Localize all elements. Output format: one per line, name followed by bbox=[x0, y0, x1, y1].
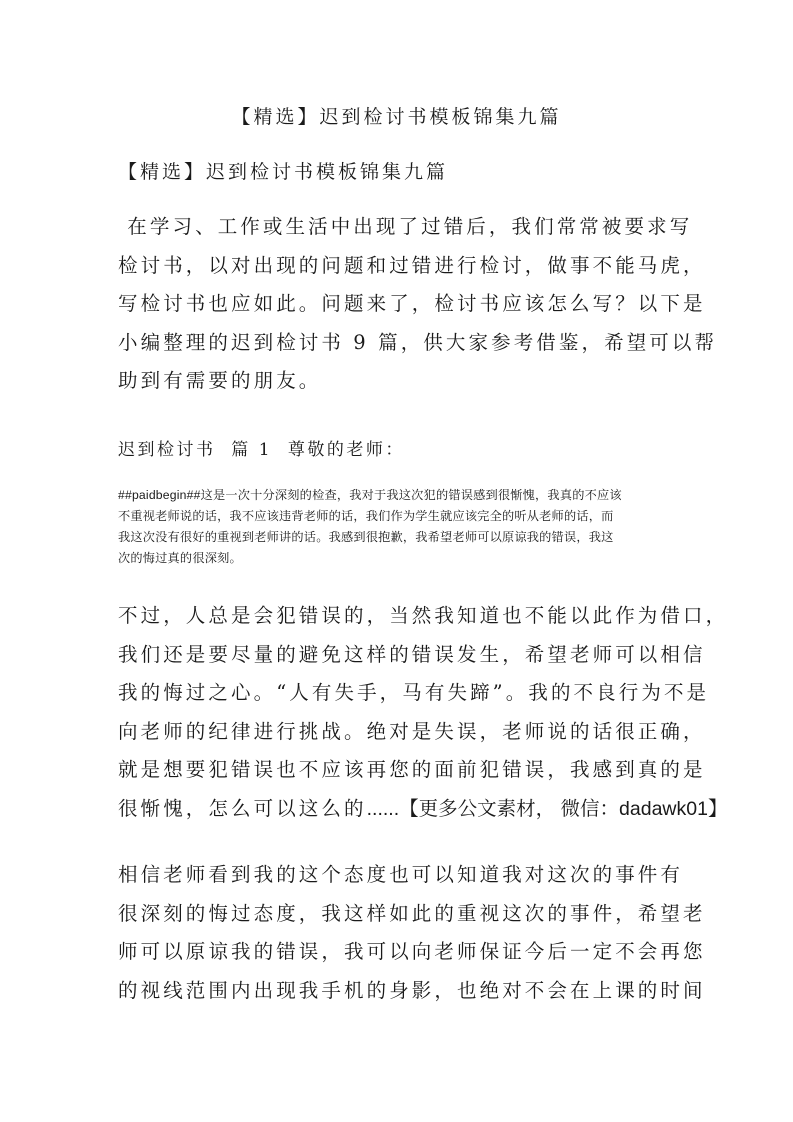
ad-text: 【更多公文素材， 微信：dadawk01】 bbox=[399, 797, 728, 820]
paragraph-line: 的视线范围内出现我手机的身影，也绝对不会在上课的时间 bbox=[118, 978, 706, 1002]
intro-line: 在学习、工作或生活中出现了过错后，我们常常被要求写 bbox=[118, 215, 693, 238]
section-heading: 迟到检讨书 篇 1 尊敬的老师： bbox=[118, 440, 405, 460]
document-subtitle: 【精选】迟到检讨书模板锦集九篇 bbox=[118, 161, 449, 183]
paragraph-line: 向老师的纪律进行挑战。绝对是失误，老师说的话很正确， bbox=[118, 719, 706, 743]
paragraph-3 bbox=[118, 856, 706, 1010]
intro-line: 助到有需要的朋友。 bbox=[118, 369, 322, 392]
intro-line: 写检讨书也应如此。问题来了，检讨书应该怎么写？以下是 bbox=[118, 292, 706, 315]
paragraph-line: 不过，人总是会犯错误的，当然我知道也不能以此作为借口， bbox=[118, 604, 729, 627]
paragraph-line-text: 很惭愧，怎么可以这么的 bbox=[118, 796, 367, 820]
small-line: 次的悔过真的很深刻。 bbox=[118, 551, 242, 565]
intro-line: 检讨书，以对出现的问题和过错进行检讨，做事不能马虎， bbox=[118, 253, 706, 277]
paragraph-last-line bbox=[118, 790, 728, 829]
paragraph-line: 就是想要犯错误也不应该再您的面前犯错误，我感到真的是 bbox=[118, 758, 706, 781]
intro-paragraph bbox=[118, 208, 718, 401]
small-line: 不重视老师说的话，我不应该违背老师的话，我们作为学生就应该完全的听从老师的话，而 bbox=[118, 509, 614, 523]
paid-marker: ##paidbegin## bbox=[118, 488, 201, 502]
paragraph-line: 相信老师看到我的这个态度也可以知道我对这次的事件有 bbox=[118, 863, 684, 886]
paragraph-line: 很深刻的悔过态度，我这样如此的重视这次的事件，希望老 bbox=[118, 901, 706, 925]
paragraph-line: 我的悔过之心。“人有失手，马有失蹄”。我的不良行为不是 bbox=[118, 681, 710, 704]
small-line: 我这次没有很好的重视到老师讲的话。我感到很抱歉，我希望老师可以原谅我的错误，我这 bbox=[118, 530, 614, 544]
paragraph-line: 师可以原谅我的错误，我可以向老师保证今后一定不会再您 bbox=[118, 940, 706, 963]
paragraph-2 bbox=[118, 597, 729, 828]
small-paragraph bbox=[118, 485, 678, 569]
intro-line: 小编整理的迟到检讨书 9 篇，供大家参考借鉴，希望可以帮 bbox=[118, 330, 718, 354]
ellipsis: ...... bbox=[366, 797, 400, 820]
document-title: 【精选】迟到检讨书模板锦集九篇 bbox=[231, 106, 562, 128]
paragraph-line: 我们还是要尽量的避免这样的错误发生，希望老师可以相信 bbox=[118, 642, 706, 666]
small-line: 这是一次十分深刻的检查，我对于我这次犯的错误感到很惭愧，我真的不应该 bbox=[200, 488, 622, 502]
